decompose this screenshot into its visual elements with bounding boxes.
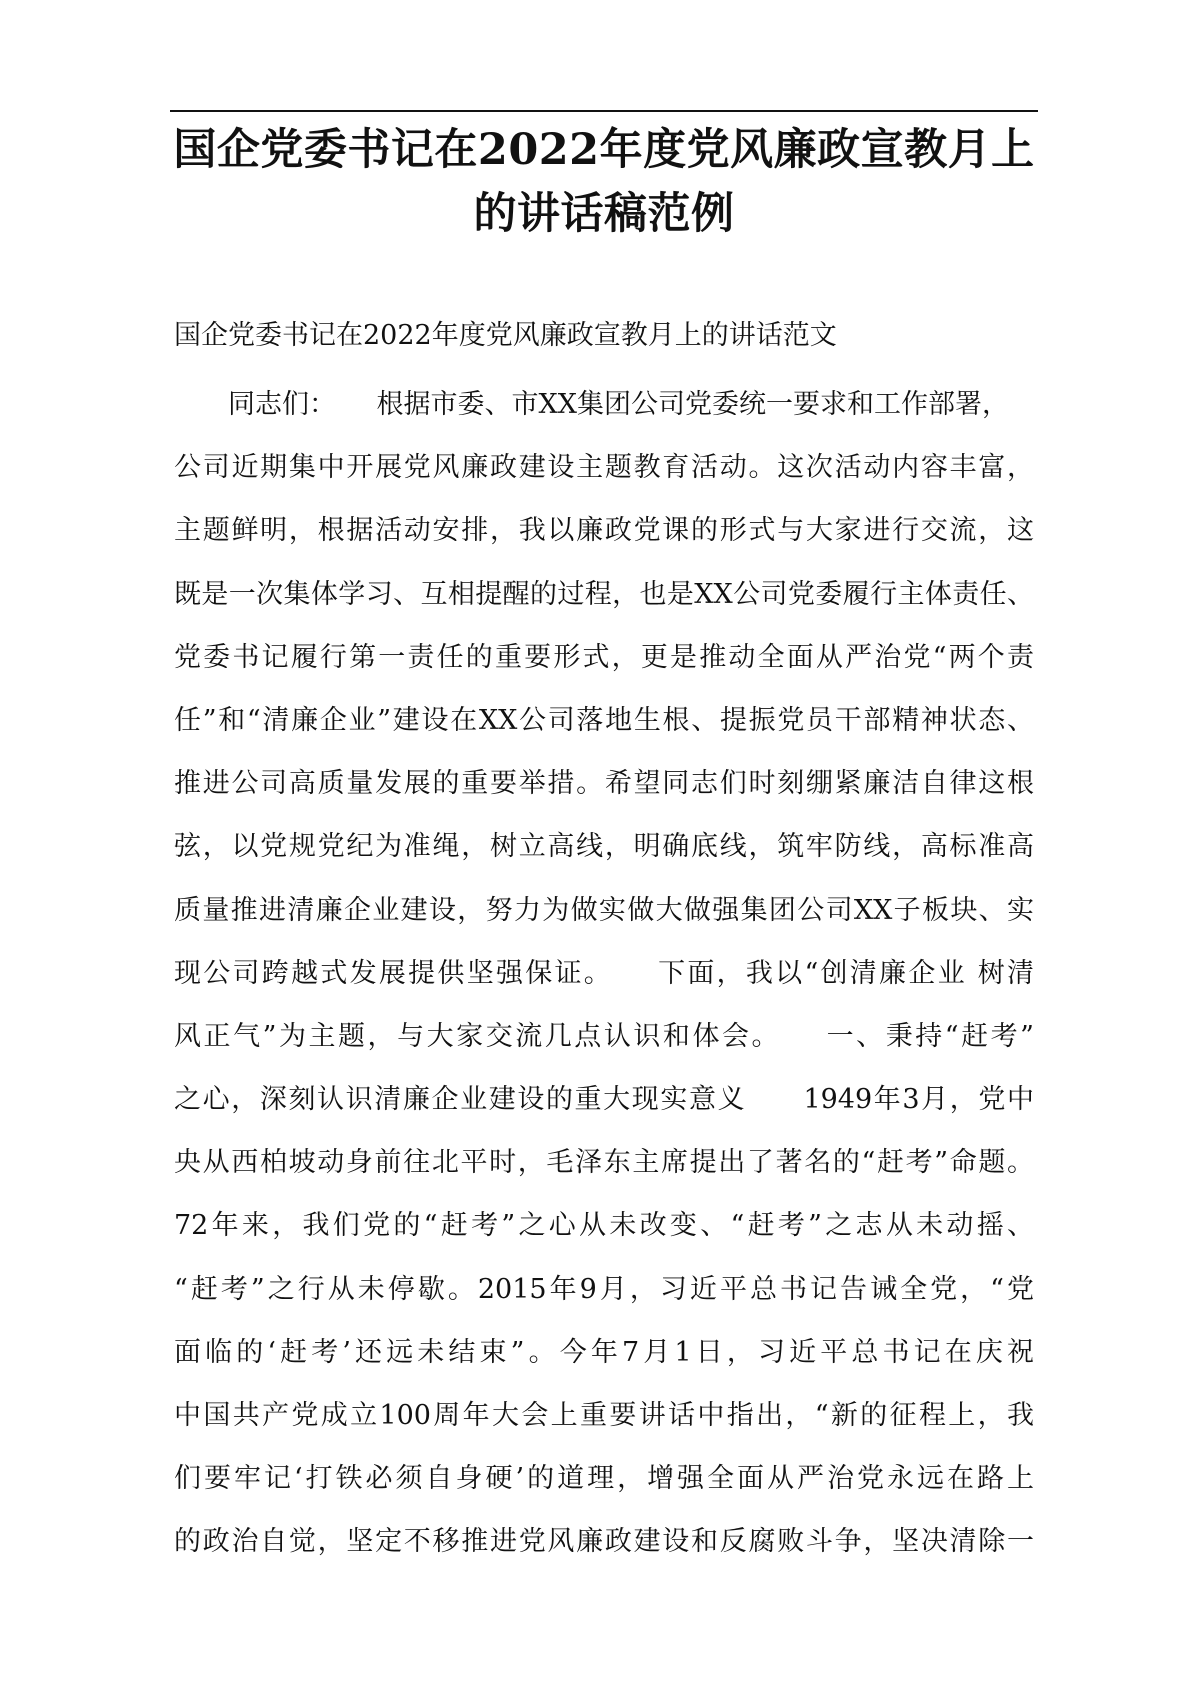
body-line: “赶考”之行从未停歇。2015年9月，习近平总书记告诫全党，“党 (174, 1273, 1034, 1305)
body-line: 党委书记履行第一责任的重要形式，更是推动全面从严治党“两个责 (174, 641, 1034, 673)
body-line: 央从西柏坡动身前往北平时，毛泽东主席提出了著名的“赶考”命题。 (174, 1147, 1034, 1179)
body-line: 既是一次集体学习、互相提醒的过程，也是XX公司党委履行主体责任、 (174, 578, 1034, 610)
body-line: 们要牢记‘打铁必须自身硬’的道理，增强全面从严治党永远在路上 (174, 1463, 1034, 1495)
body-line: 中国共产党成立100周年大会上重要讲话中指出，“新的征程上，我 (174, 1400, 1034, 1431)
body-line: 的政治自觉，坚定不移推进党风廉政建设和反腐败斗争，坚决清除一 (174, 1526, 1034, 1558)
body-line: 弦，以党规党纪为准绳，树立高线，明确底线，筑牢防线，高标准高 (174, 831, 1034, 863)
body-line: 现公司跨越式发展提供坚强保证。 下面，我以“创清廉企业 树清 (174, 957, 1034, 989)
body-line: 主题鲜明，根据活动安排，我以廉政党课的形式与大家进行交流，这 (174, 515, 1034, 547)
document-title: 国企党委书记在2022年度党风廉政宣教月上的讲话稿范例 (173, 125, 1035, 239)
header-rule (170, 110, 1038, 112)
body-line: 同志们： 根据市委、市XX集团公司党委统一要求和工作部署， (174, 389, 1009, 420)
body-line: 之心，深刻认识清廉企业建设的重大现实意义 1949年3月，党中 (174, 1084, 1034, 1116)
body-line: 质量推进清廉企业建设，努力为做实做大做强集团公司XX子板块、实 (174, 894, 1034, 926)
body-line: 任”和“清廉企业”建设在XX公司落地生根、提振党员干部精神状态、 (174, 704, 1034, 736)
body-line: 面临的‘赶考’还远未结束”。今年7月1日，习近平总书记在庆祝 (174, 1336, 1034, 1368)
body-line: 72年来，我们党的“赶考”之心从未改变、“赶考”之志从未动摇、 (174, 1210, 1034, 1242)
body-line: 风正气”为主题，与大家交流几点认识和体会。 一、秉持“赶考” (174, 1020, 1034, 1052)
body-line: 推进公司高质量发展的重要举措。希望同志们时刻绷紧廉洁自律这根 (174, 768, 1034, 800)
document-body (174, 373, 1034, 1574)
document-subtitle: 国企党委书记在2022年度党风廉政宣教月上的讲话范文 (174, 320, 837, 351)
body-line: 公司近期集中开展党风廉政建设主题教育活动。这次活动内容丰富， (174, 452, 1034, 484)
